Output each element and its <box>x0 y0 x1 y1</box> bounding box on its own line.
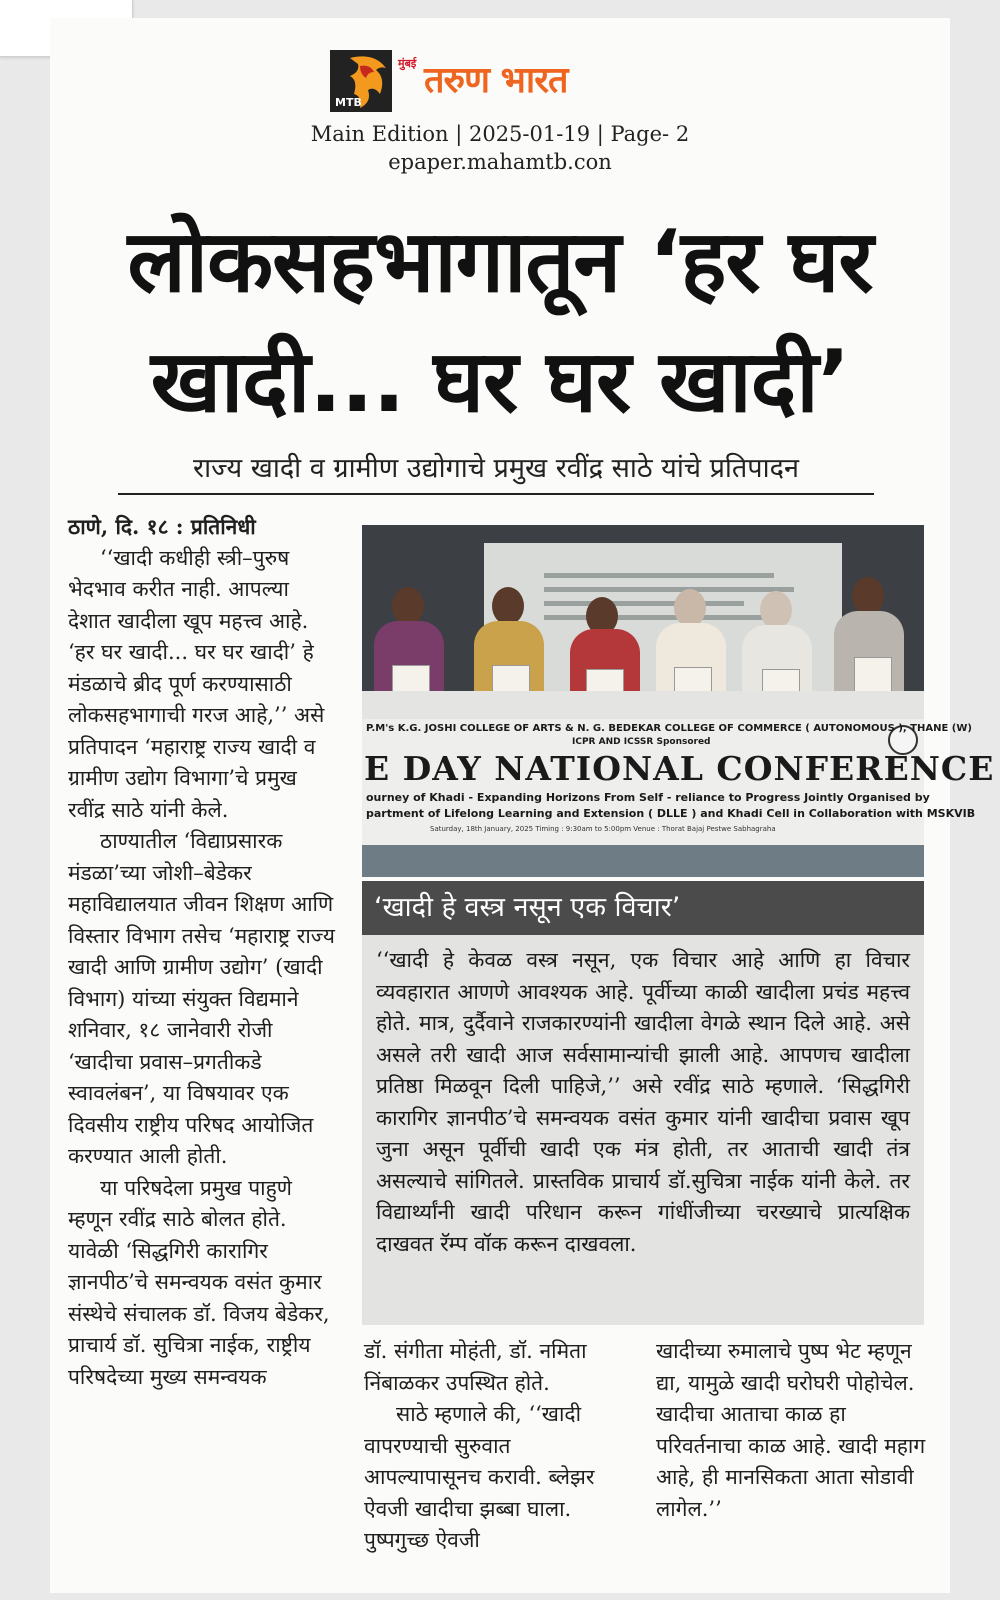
box-story <box>362 935 924 1325</box>
mtb-logo <box>330 50 392 112</box>
paragraph: ठाण्यातील ‘विद्याप्रसारक मंडळा’च्या जोशी–बेडेकर महाविद्यालयात जीवन शिक्षण आणि विस्तार विभाग तसेच ‘महाराष्ट्र राज्य खादी आणि ग्रामीण उद्योग’ (खादी विभाग) यांच्या संयुक्त विद्यमाने शनिवार, १८ जानेवारी रोजी ‘खादीचा प्रवास–प्रगतीकडे स्वावलंबन’, या विषयावर एक दिवसीय राष्ट्रीय परिषद आयोजित करण्यात आली होती. <box>68 829 335 1168</box>
brand-name: तरुण भारत <box>424 60 568 101</box>
source-url: epaper.mahamtb.con <box>388 150 612 174</box>
paragraph: साठे म्हणाले की, ‘‘खादी वापरण्याची सुरुवात आपल्यापासूनच करावी. ब्लेझर ऐवजी खादीचा झब्बा घाला. पुष्पगुच्छ ऐवजी <box>364 1402 595 1552</box>
headline <box>70 202 930 442</box>
dateline: ठाणे, दि. १८ : प्रतिनिधी <box>68 514 256 539</box>
paragraph: खादीच्या रुमालाचे पुष्प भेट म्हणून द्या, यामुळे खादी घरोघरी पोहोचेल. खादीचा आताचा काळ हा परिवर्तनाचा काळ आहे. खादी महाग आहे, ही मानसिकता आता सोडावी लागेल.’’ <box>656 1339 926 1521</box>
paragraph: ‘‘खादी कधीही स्त्री–पुरुष भेदभाव करीत नाही. आपल्या देशात खादीला खूप महत्त्व आहे. ‘हर घर खादी... घर घर खादी’ हे मंडळाचे ब्रीद पूर्ण करण्यासाठी लोकसहभागाची गरज आहे,’’ असे प्रतिपादन ‘महाराष्ट्र राज्य खादी व ग्रामीण उद्योग विभागा’चे प्रमुख रवींद्र साठे यांनी केले. <box>68 545 325 822</box>
banner-title: E DAY NATIONAL CONFERENCE <box>364 749 995 788</box>
brand-city: मुंबई <box>398 57 417 70</box>
paragraph: या परिषदेला प्रमुख पाहुणे म्हणून रवींद्र साठे बोलत होते. यावेळी ‘सिद्धगिरी कारागिर ज्ञानपीठ’चे समन्वयक वसंत कुमार संस्थेचे संचालक डॉ. विजय बेडेकर, प्राचार्य डॉ. सुचित्रा नाईक, राष्ट्रीय परिषदेच्या मुख्य समन्वयक <box>68 1175 330 1389</box>
newspaper-page <box>50 18 995 1593</box>
article-column-left <box>68 511 336 1393</box>
logo-text: MTB <box>335 96 362 109</box>
edition-line: Main Edition | 2025-01-19 | Page- 2 <box>310 122 690 146</box>
banner-text: ourney of Khadi - Expanding Horizons From Self - reliance to Progress Jointly Organised by <box>366 791 930 804</box>
banner-text: partment of Lifelong Learning and Extension ( DLLE ) and Khadi Cell in Collaboration with MSKVIB <box>366 807 976 820</box>
subheadline: राज्य खादी व ग्रामीण उद्योगाचे प्रमुख रवींद्र साठे यांचे प्रतिपादन <box>118 448 874 495</box>
masthead <box>330 50 690 114</box>
banner-text: P.M's K.G. JOSHI COLLEGE OF ARTS & N. G. BEDEKAR COLLEGE OF COMMERCE ( AUTONOMOUS ), THANE (W) <box>366 723 972 734</box>
headline-line-2: खादी... घर घर खादी’ <box>150 332 850 432</box>
stage-table <box>362 691 924 719</box>
article-column-middle <box>364 1336 632 1557</box>
box-story-text: ‘‘खादी हे केवळ वस्त्र नसून, एक विचार आहे आणि हा विचार व्यवहारात आणणे आवश्यक आहे. पूर्वीच्या काळी खादीला प्रचंड महत्त्व होते. मात्र, दुर्दैवाने राजकारण्यांनी खादीला वेगळे स्थान दिले आहे. असे असले तरी खादी आज सर्वसामान्यांची झाली आहे. आपणच खादीला प्रतिष्ठा मिळवून दिली पाहिजे,’’ असे रवींद्र साठे म्हणाले. ‘सिद्धगिरी कारागिर ज्ञानपीठ’चे समन्वयक वसंत कुमार यांनी खादीचा प्रवास खूप जुना असून पूर्वीची खादी एक मंत्र होती, तर आताची खादी तंत्र असल्याचे सांगितले. प्रास्तविक प्राचार्य डॉ.सुचित्रा नाईक यांनी केले. तर विद्यार्थ्यांनी खादी परिधान करून गांधींजीच्या चरख्याचे प्रात्यक्षिक दाखवत रॅम्प वॉक करून दाखवला. <box>376 948 910 1256</box>
box-story-title: ‘खादी हे वस्त्र नसून एक विचार’ <box>362 881 924 935</box>
event-photo <box>362 525 995 877</box>
banner-text: ICPR AND ICSSR Sponsored <box>572 737 711 747</box>
conference-banner <box>362 719 995 845</box>
paragraph: डॉ. संगीता मोहंती, डॉ. नमिता निंबाळकर उपस्थित होते. <box>364 1339 587 1395</box>
stage-floor <box>362 845 924 877</box>
headline-line-1: लोकसहभागातून ‘हर घर <box>127 212 873 312</box>
article-column-right <box>656 1336 926 1525</box>
banner-text: Saturday, 18th January, 2025 Timing : 9:30am to 5:00pm Venue : Thorat Bajaj Pestwe Sabhagraha <box>430 825 776 833</box>
